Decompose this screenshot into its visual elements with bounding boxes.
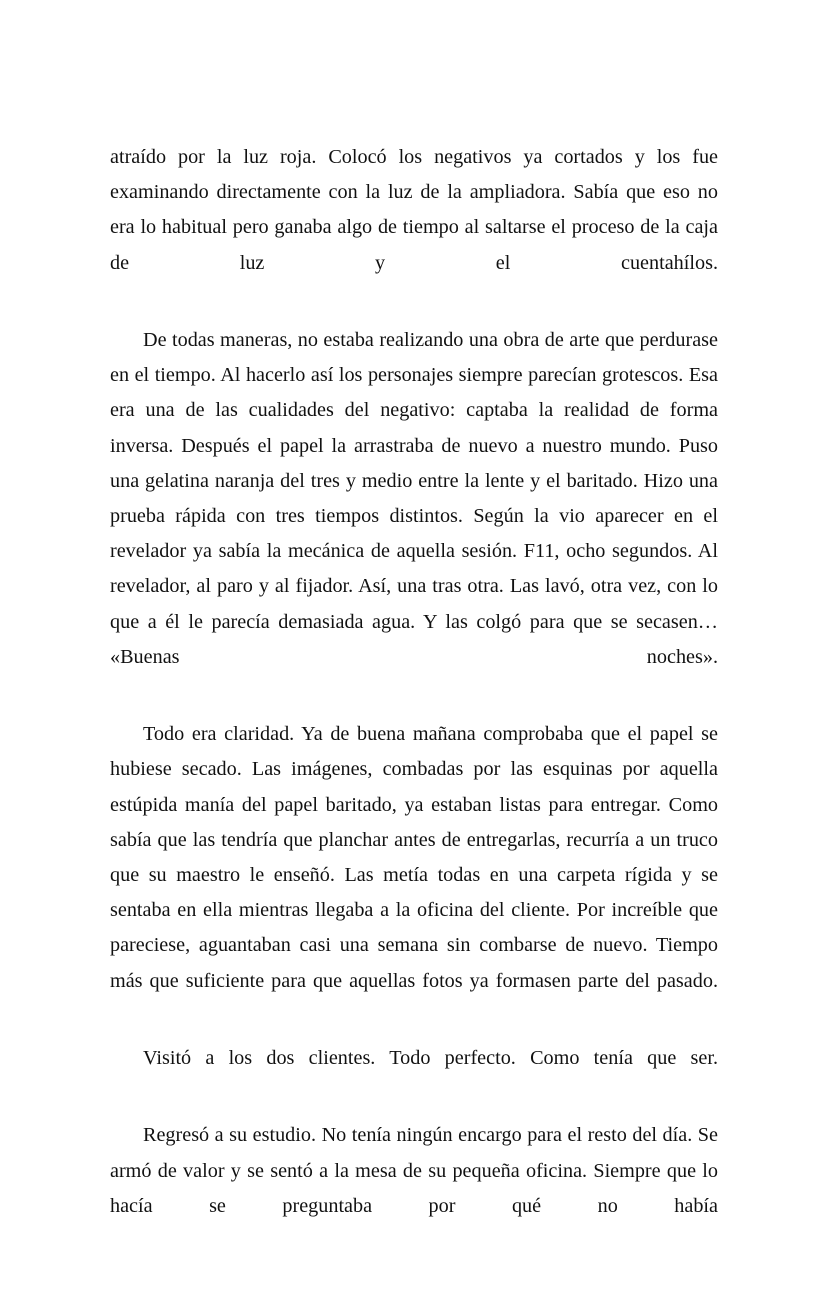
- paragraph-4: Visitó a los dos clientes. Todo perfecto. Como tenía que ser.: [143, 1047, 718, 1070]
- page-text-block: [110, 140, 718, 1259]
- paragraph-1: atraído por la luz roja. Colocó los negativos ya cortados y los fue examinando directamente con la luz de la ampliadora. Sabía que eso no era lo habitual pero ganaba algo de tiempo al saltarse el proceso de la caja de luz y el cuentahílos.: [110, 146, 718, 274]
- paragraph-3: Todo era claridad. Ya de buena mañana comprobaba que el papel se hubiese secado. Las imágenes, combadas por las esquinas por aquella estúpida manía del papel baritado, ya estaban listas para entregar. Como sabía que las tendría que planchar antes de entregarlas, recurría a un truco que su maestro le enseñó. Las metía todas en una carpeta rígida y se sentaba en ella mientras llegaba a la oficina del cliente. Por increíble que pareciese, aguantaban casi una semana sin combarse de nuevo. Tiempo más que suficiente para que aquellas fotos ya formasen parte del pasado.: [110, 723, 718, 992]
- paragraph-5: Regresó a su estudio. No tenía ningún encargo para el resto del día. Se armó de valor y se sentó a la mesa de su pequeña oficina. Siempre que lo hacía se preguntaba por qué no había: [110, 1124, 718, 1217]
- paragraph-2: De todas maneras, no estaba realizando una obra de arte que perdurase en el tiempo. Al hacerlo así los personajes siempre parecían grotescos. Esa era una de las cualidades del negativo: captaba la realidad de forma inversa. Después el papel la arrastraba de nuevo a nuestro mundo. Puso una gelatina naranja del tres y medio entre la lente y el baritado. Hizo una prueba rápida con tres tiempos distintos. Según la vio aparecer en el revelador ya sabía la mecánica de aquella sesión. F11, ocho segundos. Al revelador, al paro y al fijador. Así, una tras otra. Las lavó, otra vez, con lo que a él le parecía demasiada agua. Y las colgó para que se secasen… «Buenas noches».: [110, 329, 718, 668]
